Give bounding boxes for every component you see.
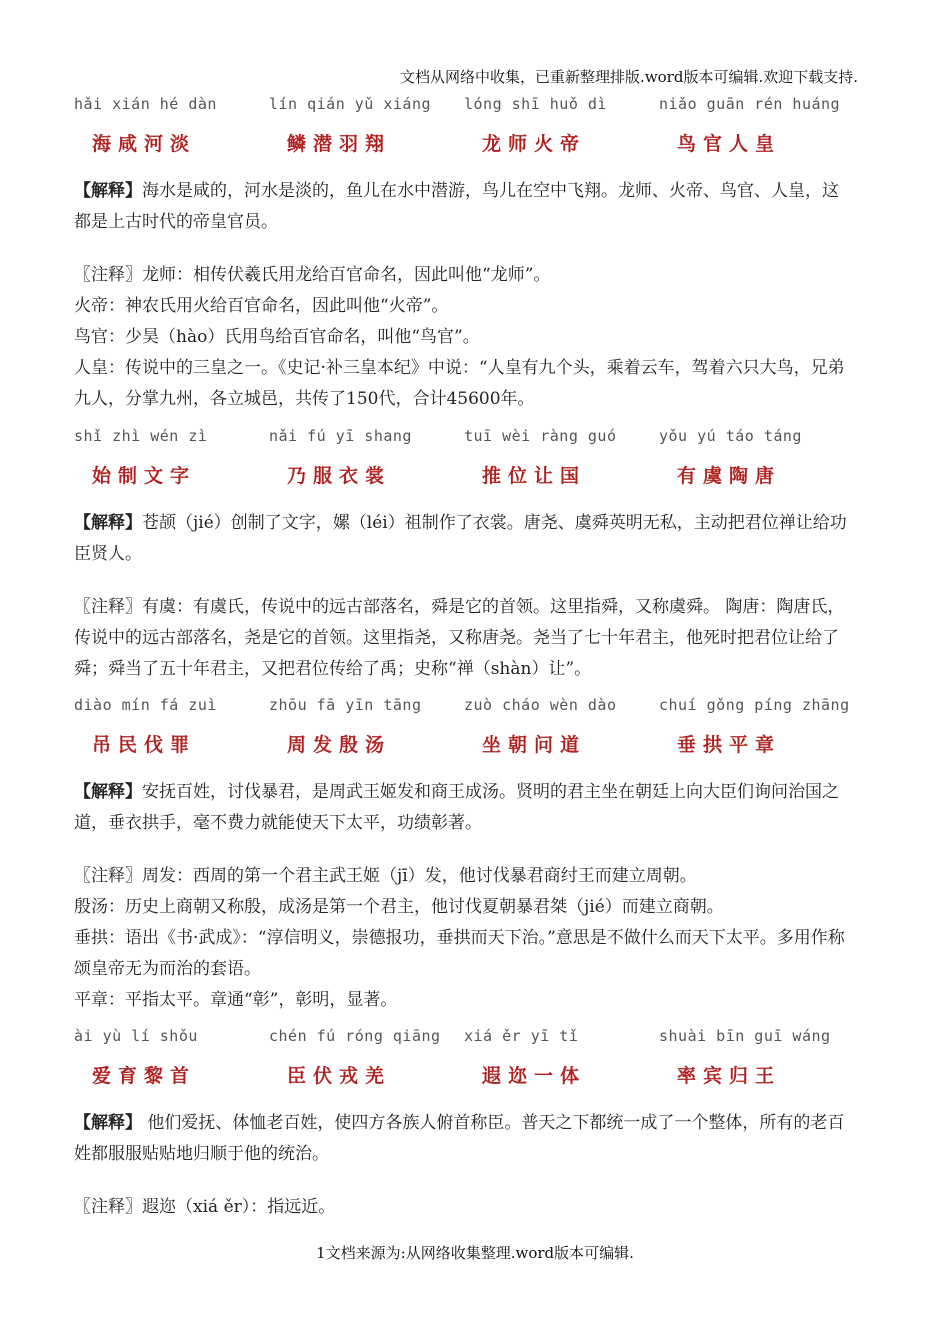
note-line: 〖注释〗遐迩（xiá ěr）：指远近。 — [74, 1197, 336, 1217]
note-line: 垂拱：语出《书·武成》：“淳信明义，崇德报功，垂拱而天下治。”意思是不做什么而天下太平。多用作称颂皇帝无为而治的套语。 — [74, 928, 845, 979]
verse-phrase: 始制文字 — [92, 465, 197, 487]
verse-characters-row — [74, 730, 854, 760]
pinyin-phrase: zhōu fā yīn tāng — [269, 696, 422, 714]
pinyin-phrase: lín qián yǔ xiáng — [269, 95, 432, 113]
pinyin-row — [74, 1027, 854, 1051]
footer-note: 1文档来源为:从网络收集整理.word版本可编辑. — [316, 1244, 634, 1262]
pinyin-phrase: chuí gǒng píng zhāng — [659, 696, 850, 714]
explanation-paragraph — [74, 777, 854, 839]
verse-phrase: 推位让国 — [482, 465, 587, 487]
verse-phrase: 爱育黎首 — [92, 1065, 197, 1087]
explanation-text: 安抚百姓，讨伐暴君，是周武王姬发和商王成汤。贤明的君主坐在朝廷上向大臣们询问治国之道，垂衣拱手，毫不费力就能使天下太平，功绩彰著。 — [74, 782, 839, 833]
pinyin-phrase: zuò cháo wèn dào — [464, 696, 617, 714]
verse-phrase: 遐迩一体 — [482, 1065, 587, 1087]
verse-characters-row — [74, 461, 854, 491]
pinyin-phrase: chén fú róng qiāng — [269, 1027, 441, 1045]
verse-phrase: 率宾归王 — [677, 1065, 782, 1087]
note-line: 火帝：神农氏用火给百官命名，因此叫他“火帝”。 — [74, 296, 449, 316]
verse-phrase: 鸟官人皇 — [677, 133, 782, 155]
pinyin-row — [74, 427, 854, 451]
verse-phrase: 龙师火帝 — [482, 133, 587, 155]
verse-phrase: 有虞陶唐 — [677, 465, 782, 487]
pinyin-phrase: niǎo guān rén huáng — [659, 95, 841, 113]
pinyin-phrase: yǒu yú táo táng — [659, 427, 802, 445]
verse-phrase: 臣伏戎羌 — [287, 1065, 392, 1087]
note-line: 鸟官：少昊（hào）氏用鸟给百官命名，叫他“鸟官”。 — [74, 327, 480, 347]
explanation-text: 海水是咸的，河水是淡的，鱼儿在水中潜游，鸟儿在空中飞翔。龙师、火帝、鸟官、人皇，这都是上古时代的帝皇官员。 — [74, 181, 839, 232]
pinyin-phrase: nǎi fú yī shang — [269, 427, 412, 445]
explanation-text: 他们爱抚、体恤老百姓，使四方各族人俯首称臣。普天之下都统一成了一个整体，所有的老百姓都服服贴贴地归顺于他的统治。 — [74, 1113, 845, 1164]
header-note: 文档从网络中收集，已重新整理排版.word版本可编辑.欢迎下载支持. — [400, 68, 858, 86]
explanation-label: 【解释】 — [74, 181, 142, 201]
verse-section-1 — [74, 95, 854, 415]
verse-phrase: 乃服衣裳 — [287, 465, 392, 487]
explanation-label: 【解释】 — [74, 782, 142, 802]
note-line: 〖注释〗周发：西周的第一个君主武王姬（jī）发，他讨伐暴君商纣王而建立周朝。 — [74, 866, 697, 886]
verse-section-2 — [74, 427, 854, 685]
explanation-text: 苍颉（jié）创制了文字，嫘（léi）祖制作了衣裳。唐尧、虞舜英明无私，主动把君位禅让给功臣贤人。 — [74, 513, 847, 564]
verse-characters-row — [74, 1061, 854, 1091]
note-line: 平章：平指太平。章通“彰”，彰明，显著。 — [74, 990, 398, 1010]
verse-phrase: 鳞潜羽翔 — [287, 133, 392, 155]
verse-phrase: 吊民伐罪 — [92, 734, 197, 756]
pinyin-row — [74, 95, 854, 119]
notes-block — [74, 260, 854, 415]
pinyin-phrase: shuài bīn guī wáng — [659, 1027, 831, 1045]
pinyin-phrase: hǎi xián hé dàn — [74, 95, 217, 113]
note-line: 〖注释〗有虞：有虞氏，传说中的远古部落名，舜是它的首领。这里指舜，又称虞舜。 陶唐：陶唐氏，传说中的远古部落名，尧是它的首领。这里指尧，又称唐尧。尧当了七十年君主，他死时把君位让给了舜；舜当了五十年君主，又把君位传给了禹；史称“禅（shàn）让”。 — [74, 597, 845, 679]
verse-phrase: 垂拱平章 — [677, 734, 782, 756]
pinyin-phrase: tuī wèi ràng guó — [464, 427, 617, 445]
explanation-label: 【解释】 — [74, 1113, 142, 1133]
note-line: 殷汤：历史上商朝又称殷，成汤是第一个君主，他讨伐夏朝暴君桀（jié）而建立商朝。 — [74, 897, 724, 917]
pinyin-row — [74, 696, 854, 720]
pinyin-phrase: xiá ěr yī tǐ — [464, 1027, 579, 1045]
verse-section-4 — [74, 1027, 854, 1223]
explanation-paragraph — [74, 176, 854, 238]
verse-phrase: 周发殷汤 — [287, 734, 392, 756]
note-line: 〖注释〗龙师：相传伏羲氏用龙给百官命名，因此叫他“龙师”。 — [74, 265, 551, 285]
pinyin-phrase: diào mín fá zuì — [74, 696, 217, 714]
explanation-paragraph — [74, 1108, 854, 1170]
verse-section-3 — [74, 696, 854, 1016]
explanation-paragraph — [74, 508, 854, 570]
verse-phrase: 海咸河淡 — [92, 133, 197, 155]
note-line: 人皇：传说中的三皇之一。《史记·补三皇本纪》中说：“人皇有九个头，乘着云车，驾着六只大鸟，兄弟九人，分掌九州，各立城邑，共传了150代，合计45600年。 — [74, 358, 845, 409]
notes-block — [74, 861, 854, 1016]
verse-characters-row — [74, 129, 854, 159]
notes-block — [74, 1192, 854, 1223]
pinyin-phrase: ài yù lí shǒu — [74, 1027, 198, 1045]
pinyin-phrase: lóng shī huǒ dì — [464, 95, 607, 113]
notes-block — [74, 592, 854, 685]
verse-phrase: 坐朝问道 — [482, 734, 587, 756]
explanation-label: 【解释】 — [74, 513, 142, 533]
pinyin-phrase: shǐ zhì wén zì — [74, 427, 208, 445]
